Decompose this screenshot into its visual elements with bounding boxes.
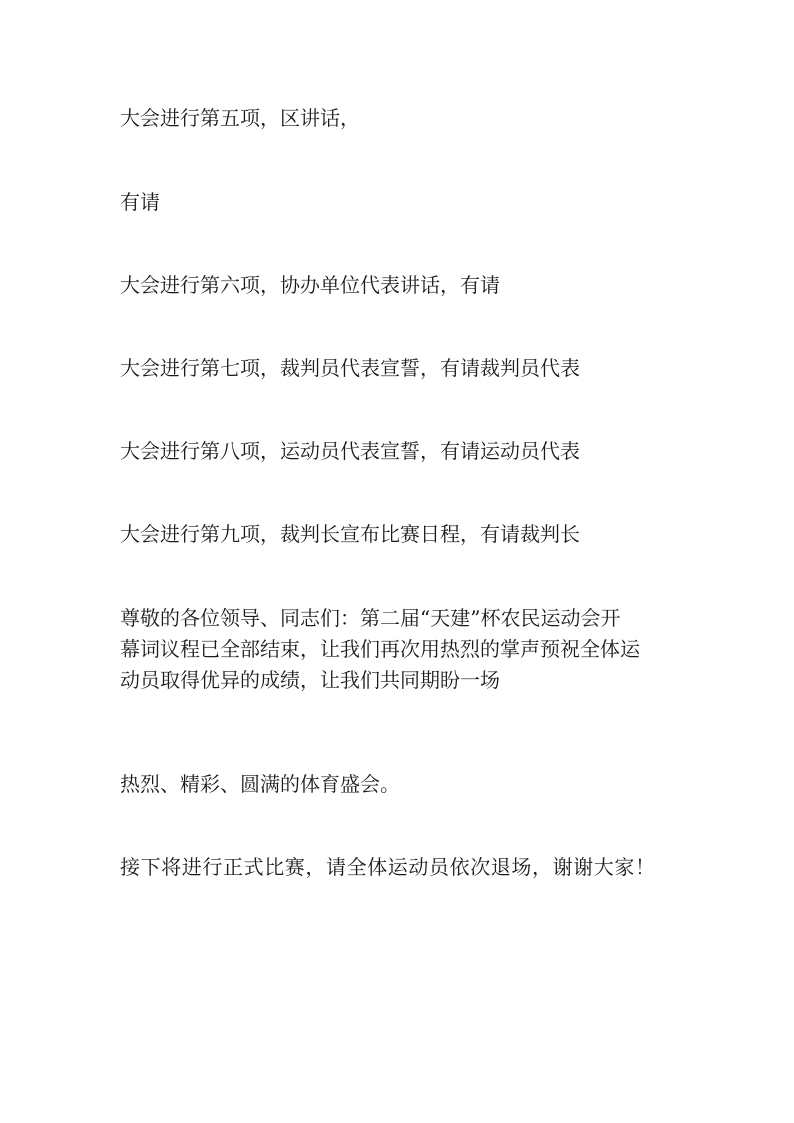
agenda-item-six: 大会进行第六项，协办单位代表讲话，有请 [120,273,500,297]
wish-text: 热烈、精彩、圆满的体育盛会。 [120,772,400,796]
agenda-item-nine: 大会进行第九项，裁判长宣布比赛日程，有请裁判长 [120,522,580,546]
agenda-item-eight: 大会进行第八项，运动员代表宣誓，有请运动员代表 [120,439,580,463]
closing-paragraph [120,608,680,690]
final-announcement: 接下将进行正式比赛，请全体运动员依次退场，谢谢大家！ [120,855,656,879]
closing-line: 动员取得优异的成绩，让我们共同期盼一场 [120,668,500,692]
agenda-item-five: 大会进行第五项，区讲话， [120,106,360,130]
invite-text: 有请 [120,190,160,214]
agenda-item-seven: 大会进行第七项，裁判员代表宣誓，有请裁判员代表 [120,356,580,380]
closing-line: 尊敬的各位领导、同志们：第二届“天建”杯农民运动会开 [120,606,621,630]
closing-line: 幕词议程已全部结束，让我们再次用热烈的掌声预祝全体运 [120,637,640,661]
